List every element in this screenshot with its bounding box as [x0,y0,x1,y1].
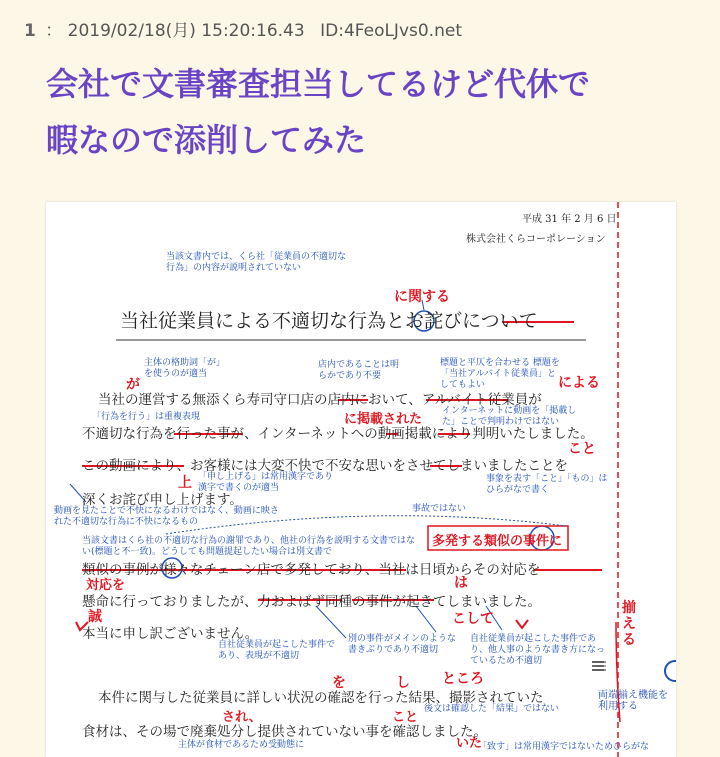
fix-sei: 誠 [88,609,102,625]
body-line-3: この動画により、お客様には大変不快で不安な思いをさせてしまいましたことを [82,458,568,474]
note-3: 店内であることは明らかであり不要 [318,360,400,381]
body-line-2: 不適切な行為を行った事が、インターネットへの動画掲載により判明いたしました。 [82,426,594,442]
note-15: 後文は確認した「結果」ではない [424,704,560,714]
fix-shi: し [396,675,410,691]
body-line-4: 深くお詫び申し上げます。 [82,492,243,508]
body-line-8: 本件に関与した従業員に詳しい状況の確認を行った結果、撮影されていた [98,690,544,706]
post-title-line-2: 暇なので添削してみた [46,121,367,159]
note-4: 標題と平仄を合わせる 標題を「当社アルバイト従業員」としてもよい [440,358,560,390]
body-line-6: 懸命に行っておりましたが、力およばず同種の事件が起きてしまいました。 [82,594,541,610]
fix-soroeru: 揃える [622,600,636,648]
fix-taiou: 対応を [86,578,126,593]
align-right-icon [640,660,660,680]
body-line-5: 類似の事例が様々なチェーン店で多発しており、当社は日頃からその対応を [82,562,541,578]
note-14: 自社従業員が起こした事件であり、他人事のような書き方になっているため不適切 [470,634,606,666]
note-10: 事故ではない [412,504,467,514]
note-17: 「致す」は常用漢字ではないためひらがな [478,742,650,752]
align-center-icon [616,660,636,680]
doc-heading: 当社従業員による不適切な行為とお詫びについて [120,310,538,332]
note-13: 別の事件がメインのような書きぶりであり不適切 [348,634,456,655]
fix-wa: は [454,575,468,591]
post-title-line-1: 会社で文書審査担当してるけど代休で [46,65,591,103]
post-title [46,56,686,168]
note-6: 「行為を行う」は重複表現 [92,412,201,422]
fix-koto2: こと [392,710,419,725]
fix-koshite: こして [452,611,494,627]
fix-wo: を [332,675,346,691]
fix-ga: が [126,377,140,393]
body-line-7: 本当に申し訳ございません。 [82,626,259,642]
fix-tahatsu: 多発する類似の事件に [432,534,563,549]
doc-date: 平成 31 年 2 月 6 日 [522,214,617,225]
note-12: 自社従業員が起こした事件であり、表現が不適切 [218,640,336,661]
fix-tokoro: ところ [442,671,484,687]
fix-ni-kansuru: に関する [394,289,450,305]
post-number[interactable]: 1 [24,21,36,41]
note-7: 「申し上げる」は常用漢字であり漢字で書くのが適当 [198,472,334,493]
post-separator: ： [45,21,63,41]
note-1: 当該文書内では、くら社「従業員の不適切な行為」の内容が説明されていない [166,252,347,273]
note-5: インターネットに動画を「掲載した」ことで判明わけではない [442,406,577,427]
body-line-1: 当社の運営する無添くら寿司守口店の店内において、アルバイト従業員が [98,392,542,408]
note-16: 主体が食材であるため受動態に [178,740,305,750]
fix-koto: こと [568,441,596,457]
post-header [24,16,684,41]
align-justify-icon [664,660,676,682]
caret-2 [516,620,528,628]
note-2: 主体の格助詞「が」を使うのが適当 [144,358,226,379]
fix-ni-keisai: に掲載された [344,412,423,427]
arrow-2 [316,606,346,638]
note-11: 当該文書はくら社の不適切な行為の謝罪であり、他社の行為を説明する文書ではない(標題と不一致)。どうしても問題提起したい場合は別文書で [82,536,416,557]
post-id[interactable]: ID:4FeoLJvs0.net [320,21,462,41]
fix-ue: 上 [178,475,192,491]
note-9: 動画を見たことで不快になるわけではなく、動画に映された不適切な行為に不快になるもの [54,506,279,527]
post-datetime: 2019/02/18(月) 15:20:16.43 [67,21,305,41]
fix-sare: され、 [222,710,262,725]
fix-ita: いた [456,736,483,751]
document-image [46,202,676,757]
fix-ni-yoru: による [558,375,600,391]
note-8: 事象を表す「こと」「もの」はひらがなで書く [486,474,608,495]
alignment-toolbar [592,660,676,682]
body-line-9: 食材は、その場で廃棄処分し提供されていない事を確認しました。 [82,724,487,740]
doc-company: 株式会社くらコーポレーション [466,234,606,245]
note-18: 両端揃え機能を利用する [598,690,668,712]
